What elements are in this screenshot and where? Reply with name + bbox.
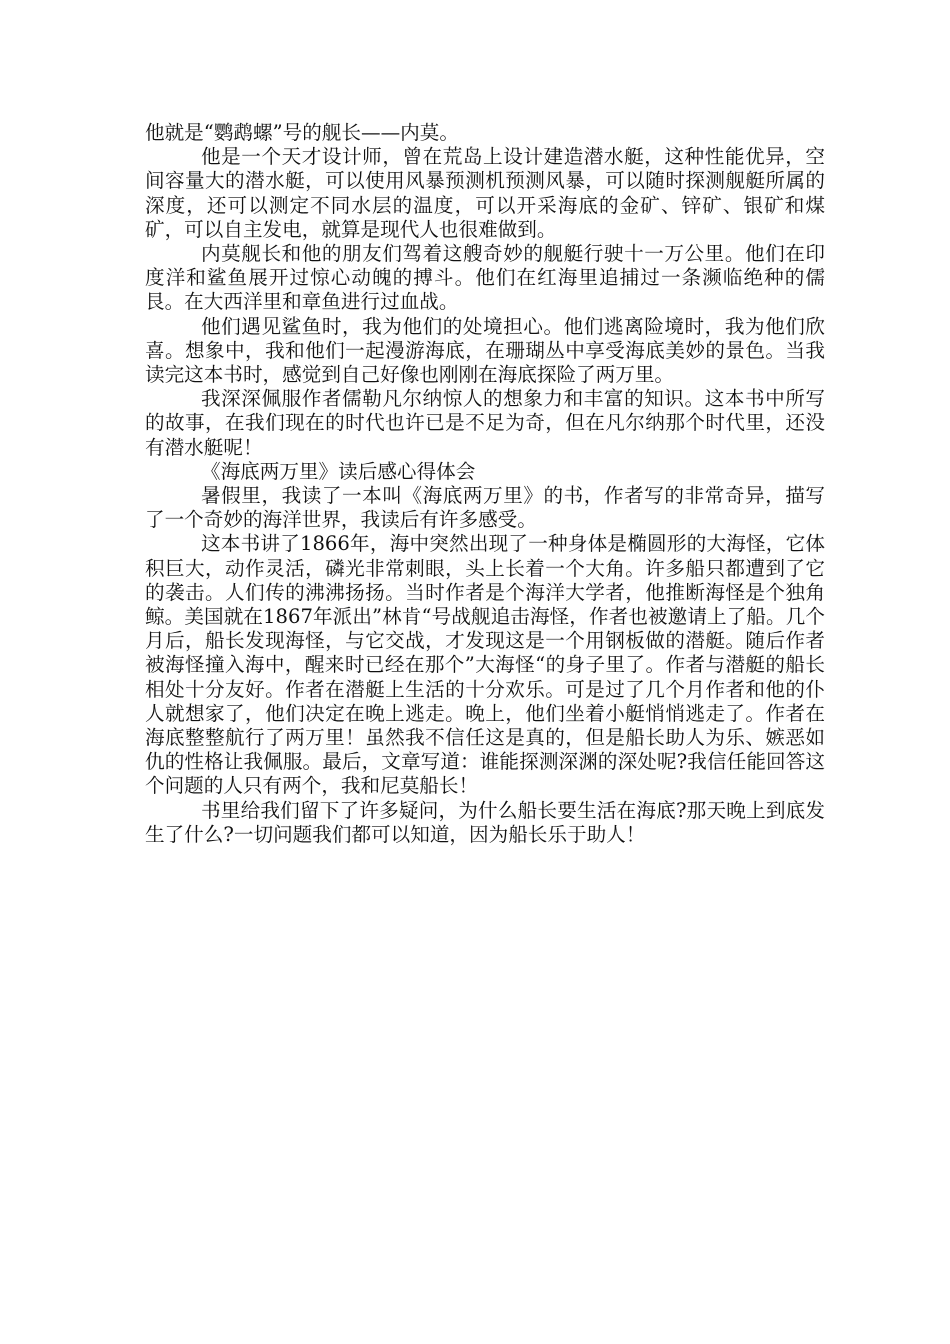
section-title: 《海底两万里》读后感心得体会 [201, 459, 476, 483]
paragraph-2: 他是一个天才设计师，曾在荒岛上设计建造潜水艇，这种性能优异，空间容量大的潜水艇，可以使用风暴预测机预测风暴，可以随时探测舰艇所属的深度，还可以测定不同水层的温度，可以开采海底的金矿、锌矿、银矿和煤矿，可以自主发电，就算是现代人也很难做到。 [145, 145, 825, 241]
paragraph-6: 暑假里，我读了一本叫《海底两万里》的书，作者写的非常奇异，描写了一个奇妙的海洋世界，我读后有许多感受。 [145, 484, 825, 532]
paragraph-4: 他们遇见鲨鱼时，我为他们的处境担心。他们逃离险境时，我为他们欣喜。想象中，我和他们一起漫游海底，在珊瑚丛中享受海底美妙的景色。当我读完这本书时，感觉到自己好像也刚刚在海底探险了两万里。 [145, 314, 825, 387]
document-body [145, 121, 825, 847]
paragraph-5: 我深深佩服作者儒勒凡尔纳惊人的想象力和丰富的知识。这本书中所写的故事，在我们现在的时代也许已是不足为奇，但在凡尔纳那个时代里，还没有潜水艇呢！ [145, 387, 825, 459]
paragraph-8: 书里给我们留下了许多疑问，为什么船长要生活在海底?那天晚上到底发生了什么?一切问题我们都可以知道，因为船长乐于助人！ [145, 798, 825, 846]
paragraph-7: 这本书讲了1866年，海中突然出现了一种身体是椭圆形的大海怪，它体积巨大，动作灵活，磷光非常刺眼，头上长着一个大角。许多船只都遭到了它的袭击。人们传的沸沸扬扬。当时作者是个海洋大学者，他推断海怪是个独角鲸。美国就在1867年派出”林肯“号战舰追击海怪，作者也被邀请上了船。几个月后，船长发现海怪，与它交战，才发现这是一个用钢板做的潜艇。随后作者被海怪撞入海中，醒来时已经在那个”大海怪“的身子里了。作者与潜艇的船长相处十分友好。作者在潜艇上生活的十分欢乐。可是过了几个月作者和他的仆人就想家了，他们决定在晚上逃走。晚上，他们坐着小艇悄悄逃走了。作者在海底整整航行了两万里！虽然我不信任这是真的，但是船长助人为乐、嫉恶如仇的性格让我佩服。最后，文章写道：谁能探测深渊的深处呢?我信任能回答这个问题的人只有两个，我和尼莫船长！ [145, 532, 825, 798]
paragraph-1: 他就是“鹦鹉螺”号的舰长——内莫。 [145, 121, 459, 144]
paragraph-3: 内莫舰长和他的朋友们驾着这艘奇妙的舰艇行驶十一万公里。他们在印度洋和鲨鱼展开过惊心动魄的搏斗。他们在红海里追捕过一条濒临绝种的儒艮。在大西洋里和章鱼进行过血战。 [145, 242, 825, 314]
